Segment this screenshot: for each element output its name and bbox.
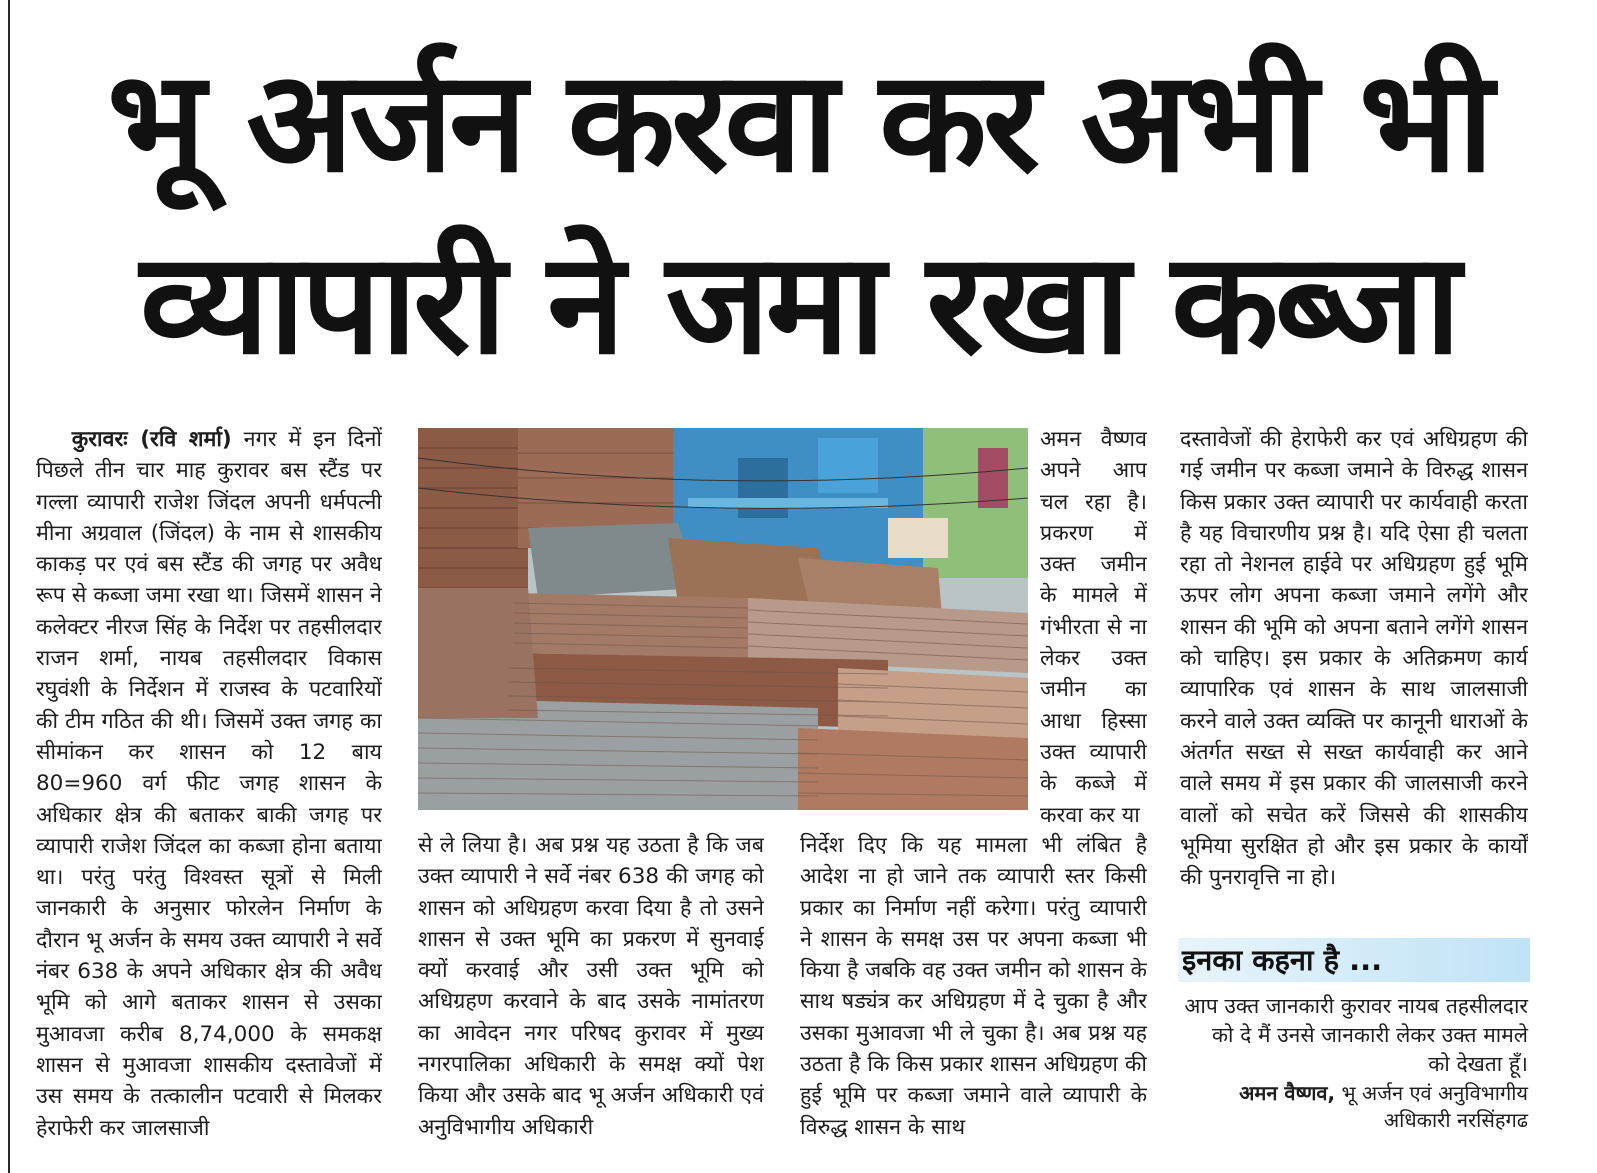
column-2-text: से ले लिया है। अब प्रश्न यह उठता है कि जब उक्त व्यापारी ने सर्वे नंबर 638 की जगह को शासन को अधिग्रहण करवा दिया है तो उसने शासन से उक्त भूमि का प्रकरण में सुनवाई क्यों करवाई और उसी उक्त भूमि को अधिग्रहण करवाने के बाद उसके नामांतरण का आवेदन नगर परिषद कुरावर में मुख्य नगरपालिका अधिकारी के समक्ष क्यों पेश किया और उसके बाद भू अर्जन अधिकारी एवं अनुविभागीय अधिकारी [418, 833, 764, 1140]
column-3-bottom-text: निर्देश दिए कि यह मामला भी लंबित है आदेश ना हो जाने तक व्यापारी स्तर किसी प्रकार का निर्माण नहीं करेगा। परंतु व्यापारी ने शासन के समक्ष उस पर अपना कब्जा भी किया है जबकि वह उक्त जमीन को शासन के साथ षड्यंत्र कर अधिग्रहण में दे चुका है और उसका मुआवजा भी ले चुका है। अब प्रश्न यह उठता है कि किस प्रकार शासन अधिग्रहण की हुई भूमि पर कब्जा जमाने वाले व्यापारी के विरुद्ध शासन के साथ [800, 833, 1147, 1140]
quote-designation: भू अर्जन एवं अनुविभागीय अधिकारी नरसिंहगढ [1335, 1081, 1528, 1132]
column-4-text: दस्तावेजों की हेराफेरी कर एवं अधिग्रहण की गई जमीन पर कब्जा जमाने के विरुद्ध शासन किस प्रकार उक्त व्यापारी पर कार्यवाही करता है यह विचारणीय प्रश्न है। यदि ऐसा ही चलता रहा तो नेशनल हाईवे पर अधिग्रहण हुई भूमि ऊपर लोग अपना कब्जा जमाने लगेंगे और शासन की भूमि को अपना बताने लगेंगे शासन को चाहिए। इस प्रकार के अतिक्रमण कार्य व्यापारिक एवं शासन के साथ जालसाजी करने वाले उक्त व्यक्ति पर कानूनी धाराओं के अंतर्गत सख्त से सख्त कार्यवाही कर आने वाले समय में इस प्रकार की जालसाजी करने वालों को सचेत करें जिससे की शासकीय भूमिया सुरक्षित हो और इस प्रकार के कार्यों की पुनरावृत्ति ना हो। [1180, 427, 1528, 891]
headline-line-1: भू अर्जन करवा कर अभी भी [107, 41, 1490, 204]
quote-text: आप उक्त जानकारी कुरावर नायब तहसीलदार को दे मैं उनसे जानकारी लेकर उक्त मामले को देखता हूँ। [1184, 994, 1528, 1076]
article-column-4 [1180, 424, 1528, 924]
dateline: कुरावरः (रवि शर्मा) [71, 427, 232, 452]
article-column-2 [418, 830, 764, 1140]
article-column-1 [36, 424, 382, 1144]
quote-name: अमन वैष्णव, [1239, 1081, 1336, 1105]
quote-attribution [1184, 1080, 1528, 1134]
quote-heading: इनका कहना है ... [1178, 938, 1530, 982]
headline-line-2: व्यापारी ने जमा रखा कब्जा [139, 223, 1458, 386]
article-column-3-top [1040, 424, 1147, 830]
news-photo [418, 428, 1028, 810]
news-photo-tin-sheds-icon [418, 428, 1028, 810]
column-1-text: नगर में इन दिनों पिछले तीन चार माह कुरावर बस स्टैंड पर गल्ला व्यापारी राजेश जिंदल अपनी धर्मपत्नी मीना अग्रवाल (जिंदल) के नाम से शासकीय काकड़ पर एवं बस स्टैंड की जगह पर अवैध रूप से कब्जा जमा रखा था। जिसमें शासन ने कलेक्टर नीरज सिंह के निर्देश पर तहसीलदार राजन शर्मा, नायब तहसीलदार विकास रघुवंशी के निर्देशन में राजस्व के पटवारियों की टीम गठित की थी। जिसमें उक्त जगह का सीमांकन कर शासन को 12 बाय 80=960 वर्ग फीट जगह शासन के अधिकार क्षेत्र की बताकर बाकी जगह पर व्यापारी राजेश जिंदल का कब्जा होना बताया था। परंतु परंतु विश्वस्त सूत्रों से मिली जानकारी के अनुसार फोरलेन निर्माण के दौरान भू अर्जन के समय उक्त व्यापारी ने सर्वे नंबर 638 के अपने अधिकार क्षेत्र की अवैध भूमि को आगे बताकर शासन से उसका मुआवजा करीब 8,74,000 के समकक्ष शासन से मुआवजा शासकीय दस्तावेजों में उस समय के तत्कालीन पटवारी से मिलकर हेराफेरी कर जालसाजी [36, 427, 382, 1141]
article-column-3-bottom [800, 830, 1147, 1140]
column-3-top-text: अमन वैष्णव अपने आप चल रहा है। प्रकरण में उक्त जमीन के मामले में गंभीरता से ना लेकर उक्त जमीन का आधा हिस्सा उक्त व्यापारी के कब्जे में करवा कर या [1040, 427, 1147, 828]
